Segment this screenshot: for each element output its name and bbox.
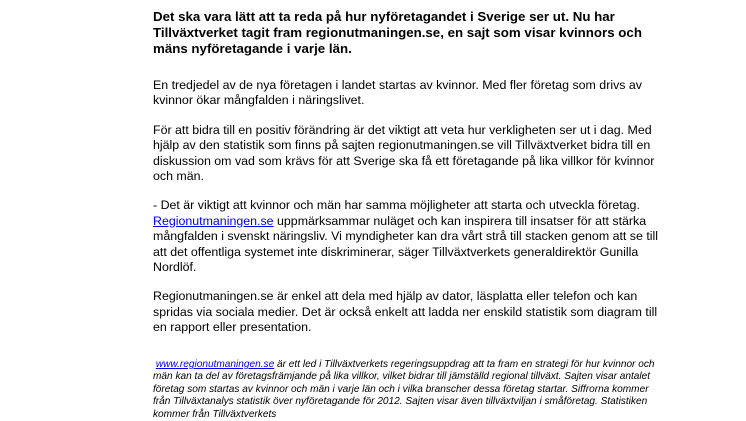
paragraph-sharing: Regionutmaningen.se är enkel att dela med hjälp av dator, läsplatta eller telefon och kan spridas via sociala medier. Det är också enkelt att ladda ner enskild statistik som diagram till en rapport eller presentation. xyxy=(153,289,658,335)
paragraph-statistics-purpose: För att bidra till en positiv förändring är det viktigt att veta hur verkligheten ser ut i dag. Med hjälp av den statistik som finns på sajten regionutmaningen.se vill Tillväxtverket bidra till en diskussion om vad som krävs för att Sverige ska få ett företagande på lika villkor för kvinnor och män. xyxy=(153,122,655,184)
footnote-link[interactable]: www.regionutmaningen.se xyxy=(155,359,275,370)
lead-paragraph: Det ska vara lätt att ta reda på hur nyföretagandet i Sverige ser ut. Nu har Tillväxtverket tagit fram regionutmaningen.se, en sajt som visar kvinnors och mäns nyföretagande i varje län. xyxy=(153,9,642,56)
paragraph-quote xyxy=(153,198,663,275)
paragraph-women-share: En tredjedel av de nya företagen i landet startas av kvinnor. Med fler företag som drivs av kvinnor ökar mångfalden i näringslivet. xyxy=(153,78,643,108)
quote-start: - Det är viktigt att kvinnor och män har samma möjligheter att starta och utveckla företag. xyxy=(153,198,640,213)
quote-end: uppmärksammar nuläget och kan inspirera till insatser för att stärka mångfalden i svenskt näringsliv. Vi myndigheter kan dra vårt strå till stacken genom att se till att det offentliga systemet inte diskriminerar, säger Tillväxtverkets generaldirektör Gunilla Nordlöf. xyxy=(153,213,659,275)
footnote-text: är ett led i Tillväxtverkets regeringsuppdrag att ta fram en strategi för hur kvinnor och män kan ta del av företagsfrämjande på lika villkor, vilket bidrar till jämställd regional tillväxt. Sajten visar antalet företag som startas av kvinnor och män i varje län och i vilka branscher dessa företag startar. Siffrorna kommer från Tillväxtanalys statistik över nyföretagande för 2012. Sajten visar även tillväxtviljan i småföretag. Statistiken kommer från Tillväxtverkets xyxy=(153,359,655,420)
document-body xyxy=(153,9,663,350)
regionutmaningen-link[interactable]: Regionutmaningen.se xyxy=(153,213,274,228)
footnote xyxy=(153,359,663,421)
